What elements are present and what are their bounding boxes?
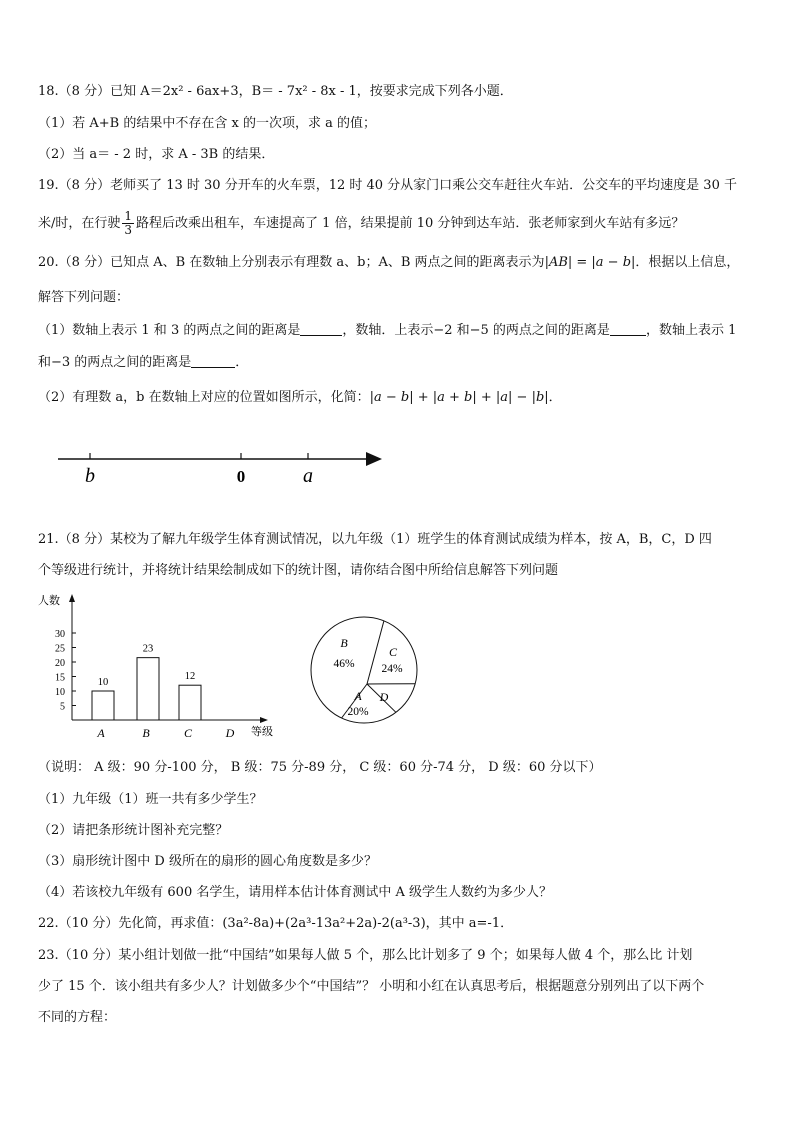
bar-value-label: 23 bbox=[142, 643, 154, 655]
q20-p1-text-e: ． bbox=[235, 355, 249, 370]
y-tick-label: 5 bbox=[60, 701, 65, 713]
fraction-numerator: 1 bbox=[124, 209, 133, 223]
q18-part1: （1）若 A+B 的结果中不存在含 x 的一次项，求 a 的值； bbox=[38, 116, 376, 131]
q20-line2: 解答下列问题： bbox=[38, 290, 130, 305]
bar-value-label: 10 bbox=[97, 677, 109, 688]
pie-slice-label-c: C bbox=[388, 645, 398, 659]
q20-part1-line1 bbox=[38, 323, 736, 339]
q23-line3: 不同的方程： bbox=[38, 1010, 117, 1025]
q19-line2-start: 米/时，在行驶 bbox=[38, 216, 121, 231]
y-tick-label: 30 bbox=[55, 629, 65, 640]
bar-c bbox=[179, 685, 201, 720]
pie-slice-percent-c: 24% bbox=[381, 663, 403, 675]
q19-line2-end: 路程后改乘出租车，车速提高了 1 倍，结果提前 10 分钟到达车站．张老师家到火车站有多远？ bbox=[136, 216, 685, 231]
simplify-expression: |a − b| + |a + b| + |a| − |b| bbox=[369, 390, 549, 405]
q20-p1-text-b: ，数轴．上表示−2 和−5 的两点之间的距离是 bbox=[342, 323, 610, 338]
bar-b bbox=[137, 658, 159, 720]
q20-p1-text-a: （1）数轴上表示 1 和 3 的两点之间的距离是 bbox=[38, 323, 301, 338]
y-axis-label: 人数 bbox=[38, 595, 60, 607]
q22-line: 22.（10 分）先化简，再求值：(3a²-8a)+(2a³-13a²+2a)-2(a³-3)，其中 a=-1． bbox=[38, 916, 514, 931]
q21-sub1: （1）九年级（1）班一共有多少学生？ bbox=[38, 792, 263, 807]
pie-slice-label-a: A bbox=[354, 689, 362, 703]
x-tick-label: C bbox=[183, 726, 193, 740]
one-third-fraction bbox=[122, 210, 134, 237]
answer-blank-2[interactable] bbox=[610, 323, 646, 336]
q23-line1: 23.（10 分）某小组计划做一批“中国结”如果每人做 5 个，那么比计划多了 9 个；如果每人做 4 个，那么比 计划 bbox=[38, 948, 693, 963]
number-line bbox=[50, 440, 390, 490]
q19-line2 bbox=[38, 210, 684, 237]
y-tick-label: 25 bbox=[55, 643, 65, 655]
q19-line1: 19.（8 分）老师买了 13 时 30 分开车的火车票，12 时 40 分从家门口乘公交车赶往火车站．公交车的平均速度是 30 千 bbox=[38, 178, 737, 193]
answer-blank-3[interactable] bbox=[191, 355, 235, 368]
y-tick-label: 10 bbox=[55, 687, 65, 698]
q20-p1-text-d: 和−3 的两点之间的距离是 bbox=[38, 355, 192, 370]
distance-formula: |AB| = |a − b| bbox=[544, 255, 636, 270]
pie-slice-percent-a: 20% bbox=[347, 706, 369, 718]
q21-sub4: （4）若该校九年级有 600 名学生，请用样本估计体育测试中 A 级学生人数约为多少人？ bbox=[38, 885, 553, 900]
fraction-denominator: 3 bbox=[124, 223, 133, 237]
pie-slice-label-b: B bbox=[340, 636, 348, 650]
bar-a bbox=[92, 691, 114, 720]
q21-line1: 21.（8 分）某校为了解九年级学生体育测试情况，以九年级（1）班学生的体育测试成绩为样本，按 A，B，C，D 四 bbox=[38, 532, 712, 547]
y-tick-label: 15 bbox=[55, 672, 65, 684]
y-axis-arrow bbox=[69, 594, 75, 602]
q21-grade-note: （说明： A 级：90 分-100 分， B 级：75 分-89 分， C 级：60 分-74 分， D 级：60 分以下） bbox=[38, 760, 602, 775]
q20-p2-text-a: （2）有理数 a，b 在数轴上对应的位置如图所示，化简： bbox=[38, 390, 370, 405]
q20-p2-text-b: ． bbox=[548, 390, 562, 405]
label-b: b bbox=[85, 465, 95, 487]
q21-line2: 个等级进行统计，并将统计结果绘制成如下的统计图，请你结合图中所给信息解答下列问题 bbox=[38, 563, 559, 578]
q20-part2 bbox=[38, 390, 562, 406]
x-tick-label: D bbox=[225, 726, 235, 740]
x-axis-label: 等级 bbox=[251, 726, 273, 738]
label-zero: 0 bbox=[236, 467, 246, 486]
bar-value-label: 12 bbox=[184, 671, 196, 683]
x-tick-label: A bbox=[97, 726, 105, 740]
bar-chart bbox=[36, 592, 286, 744]
q18-part2: （2）当 a＝ - 2 时，求 A - 3B 的结果． bbox=[38, 147, 275, 162]
q20-line1 bbox=[38, 255, 739, 271]
q23-line2: 少了 15 个．该小组共有多少人？计划做多少个“中国结”？ 小明和小红在认真思考后，根据题意分别列出了以下两个 bbox=[38, 979, 705, 994]
pie-slice-label-d: D bbox=[379, 690, 389, 704]
q21-sub3: （3）扇形统计图中 D 级所在的扇形的圆心角度数是多少？ bbox=[38, 854, 377, 869]
x-tick-label: B bbox=[142, 726, 150, 740]
pie-slice-percent-b: 46% bbox=[333, 658, 355, 670]
q20-part1-line2 bbox=[38, 355, 248, 371]
q21-sub2: （2）请把条形统计图补充完整？ bbox=[38, 823, 229, 838]
q20-line1-end: ．根据以上信息， bbox=[635, 255, 740, 270]
q20-p1-text-c: ，数轴上表示 1 bbox=[645, 323, 737, 338]
y-tick-label: 20 bbox=[55, 658, 65, 669]
answer-blank-1[interactable] bbox=[300, 323, 342, 336]
x-axis-arrow bbox=[260, 717, 268, 723]
pie-chart bbox=[308, 614, 420, 726]
number-line-arrow bbox=[366, 452, 382, 466]
label-a: a bbox=[303, 465, 313, 487]
q18-heading: 18.（8 分）已知 A＝2x² - 6ax+3，B＝ - 7x² - 8x - 1，按要求完成下列各小题． bbox=[38, 84, 513, 99]
q20-line1-start: 20.（8 分）已知点 A、B 在数轴上分别表示有理数 a、b；A、B 两点之间的距离表示为 bbox=[38, 255, 545, 270]
